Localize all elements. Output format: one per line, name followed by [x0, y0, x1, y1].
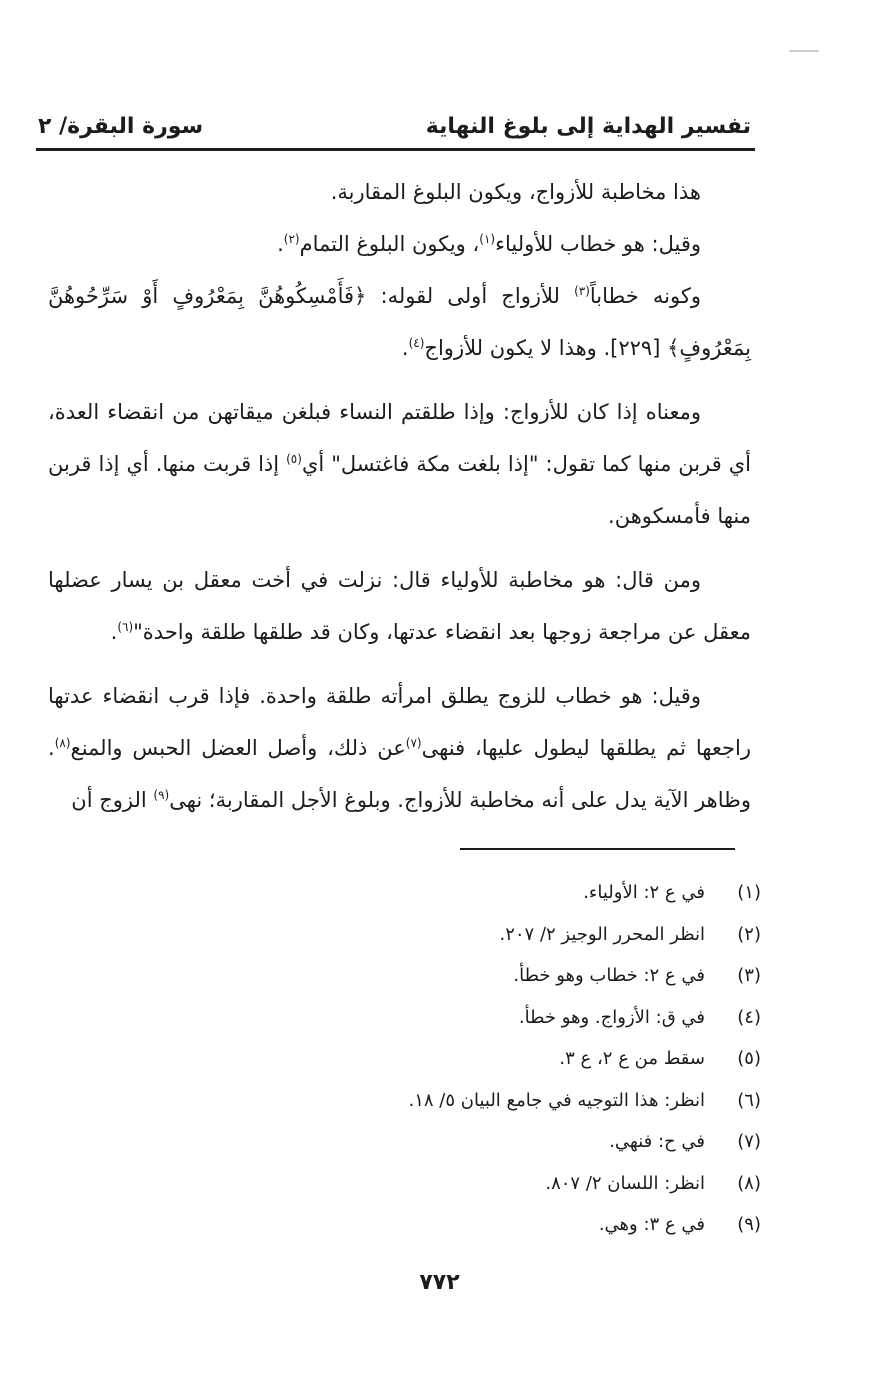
paragraph-2: ومعناه إذا كان للأزواج: وإذا طلقتم النساء فبلغن ميقاتهن من انقضاء العدة، أي قربن منها كما تقول: "إذا بلغت مكة فاغتسل" أي$^{(٥)}$ إذا قربت منها. أي إذا قربن منها فأمسكوهن.	[48, 400, 752, 528]
footnote-separator	[460, 848, 735, 850]
footnote-9: (٩) في ع ٣: وهي.	[598, 1214, 761, 1236]
footnotes	[341, 872, 761, 1246]
footnote-3: (٣) في ع ٢: خطاب وهو خطأ.	[513, 965, 761, 987]
book-title: تفسير الهداية إلى بلوغ النهاية	[425, 113, 751, 139]
header-rule	[36, 148, 755, 151]
main-text	[48, 166, 751, 838]
paragraph-1-line-1: هذا مخاطبة للأزواج، ويكون البلوغ المقاربة.	[330, 180, 701, 204]
paragraph-1-line-3: وكونه خطاباً$^{(٣)}$ للأزواج أولى لقوله: ﴿فَأَمْسِكُوهُنَّ بِمَعْرُوفٍ أَوْ سَرِّحُوهُنَّ بِمَعْرُوفٍ﴾ [٢٢٩]. وهذا لا يكون للأزواج$^{(٤)}$.	[48, 284, 751, 360]
paragraph-3: ومن قال: هو مخاطبة للأولياء قال: نزلت في أخت معقل بن يسار عضلها معقل عن مراجعة زوجها بعد انقضاء عدتها، وكان قد طلقها طلقة واحدة"$^{(٦)}$.	[48, 568, 751, 644]
footnote-ref-3[interactable]: (٣)	[574, 284, 590, 298]
footnote-7: (٧) في ح: فنهي.	[609, 1131, 761, 1153]
paragraph-4: وقيل: هو خطاب للزوج يطلق امرأته طلقة واحدة. فإذا قرب انقضاء عدتها راجعها ثم يطلقها ليطول عليها، فنهى$^{(٧)}$عن ذلك، وأصل العضل الحبس والمنع$^{(٨)}$. وظاهر الآية يدل على أنه مخاطبة للأزواج. وبلوغ الأجل المقاربة؛ نهى$^{(٩)}$ الزوج أن	[48, 684, 751, 812]
footnote-1: (١) في ع ٢: الأولياء.	[583, 882, 761, 904]
footnote-8: (٨) انظر: اللسان ٢/ ٨٠٧.	[545, 1172, 761, 1194]
footnote-ref-9[interactable]: (٩)	[153, 788, 170, 802]
footnote-ref-8[interactable]: (٨)	[54, 736, 71, 750]
quran-verse: ﴿فَأَمْسِكُوهُنَّ بِمَعْرُوفٍ أَوْ سَرِّحُوهُنَّ بِمَعْرُوفٍ﴾	[48, 284, 751, 360]
footnote-5: (٥) سقط من ع ٢، ع ٣.	[559, 1048, 761, 1070]
footnote-6: (٦) انظر: هذا التوجيه في جامع البيان ٥/ ١٨.	[408, 1089, 761, 1111]
footnote-ref-7[interactable]: (٧)	[405, 736, 422, 750]
footnote-ref-4[interactable]: (٤)	[408, 336, 425, 350]
footnote-ref-6[interactable]: (٦)	[117, 620, 134, 634]
page-number: ٧٧٢	[419, 1270, 460, 1295]
footnote-2: (٢) انظر المحرر الوجيز ٢/ ٢٠٧.	[499, 923, 761, 945]
footnote-ref-5[interactable]: (٥)	[286, 452, 302, 466]
footnote-ref-2[interactable]: (٢)	[283, 232, 300, 246]
footnote-4: (٤) في ق: الأزواج. وهو خطأ.	[518, 1006, 761, 1028]
paragraph-1-line-2: وقيل: هو خطاب للأولياء$^{(١)}$، ويكون البلوغ التمام$^{(٢)}$.	[277, 232, 701, 256]
scan-mark	[789, 50, 819, 52]
footnote-ref-1[interactable]: (١)	[479, 232, 496, 246]
surah-reference: سورة البقرة/ ٢	[38, 113, 204, 139]
running-header	[38, 104, 751, 148]
